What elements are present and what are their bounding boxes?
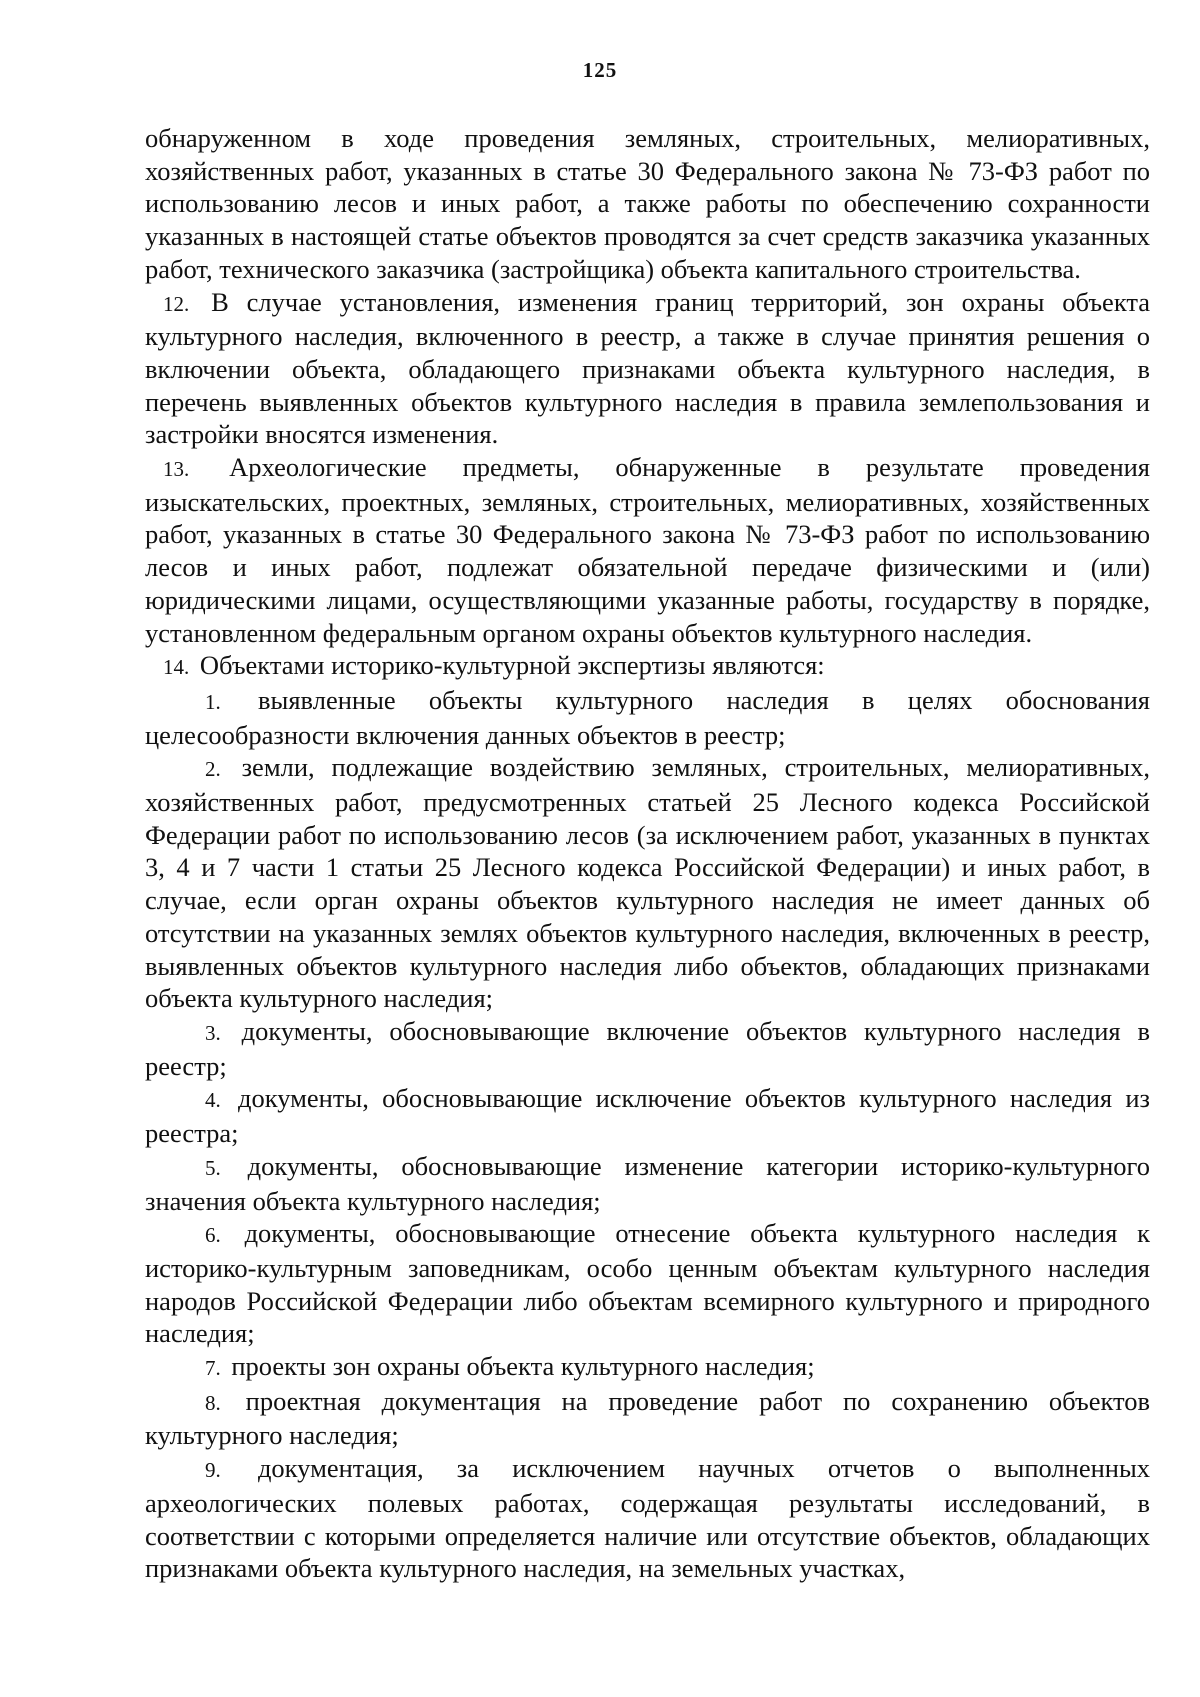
list-item-text: проектная документация на проведение работ по сохранению объектов культурного наследия; (145, 1385, 1150, 1451)
list-item-3 (145, 1015, 1150, 1082)
paragraph-continuation (145, 122, 1150, 286)
paragraph-text: Объектами историко-культурной экспертизы являются: (199, 650, 825, 681)
list-item-number: 9. (205, 1458, 221, 1483)
list-item-text: документы, обосновывающие включение объектов культурного наследия в реестр; (145, 1015, 1150, 1081)
list-item-text: документы, обосновывающие отнесение объекта культурного наследия к историко-культурным заповедникам, особо ценным объектам культурного наследия народов Российской Федерации либо объектам всемирного культурного и природного наследия; (145, 1218, 1150, 1349)
list-item-number: 2. (205, 757, 221, 782)
paragraph-14 (145, 649, 1150, 684)
list-item-text: документы, обосновывающие изменение категории историко-культурного значения объекта культурного наследия; (145, 1150, 1151, 1216)
list-item-text: документы, обосновывающие исключение объектов культурного наследия из реестра; (145, 1083, 1150, 1149)
list-item-text: проекты зон охраны объекта культурного наследия; (231, 1351, 815, 1382)
list-item-number: 5. (205, 1155, 221, 1180)
list-item-4 (145, 1082, 1150, 1149)
paragraph-number: 13. (163, 457, 190, 482)
list-item-8 (145, 1385, 1150, 1452)
page-number: 125 (582, 58, 618, 82)
list-item-number: 3. (205, 1020, 221, 1045)
list-item-number: 7. (205, 1356, 221, 1381)
paragraph-12 (145, 286, 1150, 452)
list-item-2 (145, 751, 1150, 1015)
paragraph-text: В случае установления, изменения границ территорий, зон охраны объекта культурного наследия, включенного в реестр, а также в случае принятия решения о включении объекта, обладающего признаками объекта культурного наследия, в перечень выявленных объектов культурного наследия в правила землепользования и застройки вносятся изменения. (145, 286, 1151, 450)
list-item-number: 8. (205, 1390, 221, 1415)
list-item-5 (145, 1150, 1150, 1217)
list-item-text: документация, за исключением научных отчетов о выполненных археологических полевых работах, содержащая результаты исследований, в соответствии с которыми определяется наличие или отсутствие объектов, обладающих признаками объекта культурного наследия, на земельных участках, (145, 1453, 1150, 1584)
paragraph-13 (145, 451, 1150, 649)
paragraph-number: 12. (163, 291, 190, 316)
paragraph-text: Археологические предметы, обнаруженные в результате проведения изыскательских, проектных, земляных, строительных, мелиоративных, хозяйственных работ, указанных в статье 30 Федерального закона № 73-ФЗ работ по использованию лесов и иных работ, подлежат обязательной передаче физическими и (или) юридическими лицами, осуществляющими указанные работы, государству в порядке, установленном федеральным органом охраны объектов культурного наследия. (145, 452, 1150, 648)
list-item-number: 1. (205, 689, 221, 714)
list-item-text: выявленные объекты культурного наследия в целях обоснования целесообразности включения данных объектов в реестр; (145, 684, 1150, 750)
paragraph-text: обнаруженном в ходе проведения земляных, строительных, мелиоративных, хозяйственных работ, указанных в статье 30 Федерального закона № 73-ФЗ работ по использованию лесов и иных работ, а также работы по обеспечению сохранности указанных в настоящей статье объектов проводятся за счет средств заказчика указанных работ, технического заказчика (застройщика) объекта капитального строительства. (145, 123, 1150, 284)
list-item-number: 4. (205, 1088, 221, 1113)
list-item-text: земли, подлежащие воздействию земляных, строительных, мелиоративных, хозяйственных работ, предусмотренных статьей 25 Лесного кодекса Российской Федерации работ по использованию лесов (за исключением работ, указанных в пунктах 3, 4 и 7 части 1 статьи 25 Лесного кодекса Российской Федерации) и иных работ, в случае, если орган охраны объектов культурного наследия не имеет данных об отсутствии на указанных землях объектов культурного наследия, включенных в реестр, выявленных объектов культурного наследия либо объектов, обладающих признаками объекта культурного наследия; (145, 752, 1150, 1014)
list-item-1 (145, 684, 1150, 751)
list-item-7 (145, 1350, 1150, 1385)
paragraph-number: 14. (163, 655, 190, 680)
list-item-9 (145, 1452, 1150, 1585)
list-item-6 (145, 1217, 1150, 1350)
list-item-number: 6. (205, 1223, 221, 1248)
document-body (145, 122, 1150, 1585)
